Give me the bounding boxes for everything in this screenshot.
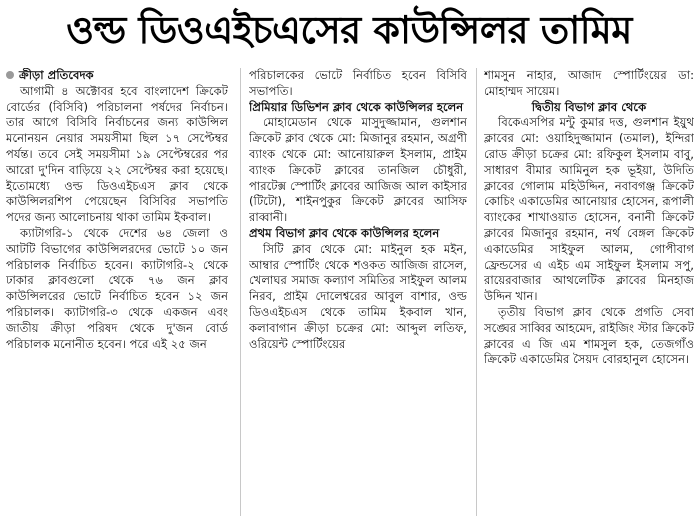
- dateline: [6, 68, 228, 84]
- subheading: প্রিমিয়ার ডিভিশন ক্লাব থেকে কাউন্সিলর হলেন: [249, 99, 464, 114]
- paragraph: বিকেএসপির মন্টু কুমার দত্ত, গুলশান ইয়ুথ ক্লাবের মো: ওয়াহিদুজ্জামান (তমাল), ইন্দিরা রোড ক্রীড়া চক্রের মো: রফিকুল ইসলাম বাবু, সাধারণ বীমার আমিনুল হক ভূইয়া, উদিতি ক্লাবের গোলাম মহিউদ্দিন, নবাবগঞ্জ ক্রিকেট কোচিং একাডেমির আনোয়ার হোসেন, রূপালী ব্যাংকের শাখাওয়াত হোসেন, বনানী ক্রিকেট ক্লাবের মিজানুর রহমান, নর্থ বেঙ্গল ক্রিকেট একাডেমির সাইফুল আলম, গোপীবাগ ফ্রেন্ডসের এ এইচ এম সাইফুল ইসলাম সপু, রায়েরবাজার আথলেটিক ক্লাবের মিনহাজ উদ্দিন খান।: [484, 115, 694, 304]
- article-body: [6, 68, 694, 516]
- bullet-icon: [6, 71, 14, 79]
- headline: ওল্ড ডিওএইচএসের কাউন্সিলর তামিম: [66, 8, 632, 52]
- column-divider: [240, 68, 241, 516]
- subheading: দ্বিতীয় বিভাগ ক্লাব থেকে: [531, 99, 647, 114]
- column-divider: [476, 68, 477, 516]
- paragraph: শামসুন নাহার, আজাদ স্পোর্টিংয়ের ডা: মোহাম্মদ সায়েম।: [484, 68, 694, 98]
- paragraph: আগামী ৪ অক্টোবর হবে বাংলাদেশ ক্রিকেট বোর্ডের (বিসিবি) পরিচালনা পর্ষদের নির্বাচন। তার আগে বিসিবি নির্বাচনের জন্য কাউন্সিল মনোনয়ন নেয়ার সময়সীমা ছিল ১৭ সেপ্টেম্বর পর্যন্ত। তবে সেই সময়সীমা ১৯ সেপ্টেম্বরের পর আরো দু'দিন বাড়িয়ে ২২ সেপ্টেম্বর করা হয়েছে। ইতোমধ্যে ওল্ড ডিওএইচএস ক্লাব থেকে কাউন্সিলরশিপ পেয়েছেন বিসিবির সভাপতি পদের জন্য আলোচনায় থাকা তামিম ইকবাল।: [6, 83, 228, 225]
- paragraph: পরিচালকের ভোটে নির্বাচিত হবেন বিসিবি সভাপতি।: [249, 68, 467, 98]
- subheading: প্রথম বিভাগ ক্লাব থেকে কাউন্সিলর হলেন: [249, 225, 440, 240]
- paragraph: ক্যাটাগরি-১ থেকে দেশের ৬৪ জেলা ও আটটি বিভাগের কাউন্সিলরদের ভোটে ১০ জন পরিচালক নির্বাচিত হবেন। ক্যাটাগরি-২ থেকে ঢাকার ক্লাবগুলো থেকে ৭৬ জন ক্লাব কাউন্সিলরের ভোটে নির্বাচিত হবেন ১২ জন পরিচালক। ক্যাটাগরি-৩ থেকে একজন এবং জাতীয় ক্রীড়া পরিষদ থেকে দু'জন বোর্ড পরিচালক মনোনীত হবেন। পরে এই ২৫ জন: [6, 225, 228, 351]
- column-3: [484, 68, 694, 516]
- paragraph: তৃতীয় বিভাগ ক্লাব থেকে প্রগতি সেবা সঙ্ঘের সাব্বির আহমেদ, রাইজিং স্টার ক্রিকেট ক্লাবের এ জি এম শামসুল হক, তেজগাঁও ক্রিকেট একাডেমির সৈয়দ বোরহানুল হোসেন।: [484, 304, 694, 367]
- paragraph: সিটি ক্লাব থেকে মো: মাইনুল হক মইন, আম্বার স্পোর্টিং থেকে শওকত আজিজ রাসেল, খেলাঘর সমাজ কল্যাণ সমিতির সাইফুল আলম নিরব, প্রাইম দোলেশ্বরের আবুল বাশার, ওল্ড ডিওএইচএস থেকে তামিম ইকবাল খান, কলাবাগান ক্রীড়া চক্রের মো: আব্দুল লতিফ, ওরিয়েন্ট স্পোর্টিংয়ের: [249, 241, 467, 351]
- column-2: [249, 68, 467, 516]
- column-1: [6, 68, 228, 516]
- dateline-text: ক্রীড়া প্রতিবেদক: [19, 68, 94, 82]
- paragraph: মোহামেডান থেকে মাসুদুজ্জামান, গুলশান ক্রিকেট ক্লাব থেকে মো: মিজানুর রহমান, অগ্রণী ব্যাংক থেকে মো: আনোয়ারুল ইসলাম, প্রাইম ব্যাংক ক্রিকেট ক্লাবের তানজিল চৌধুরী, পারটেক্স স্পোর্টিং ক্লাবের আজিজ আল কাইসার (টিটো), শাইনপুকুর ক্রিকেট ক্লাবের আসিফ রাব্বানী।: [249, 115, 467, 225]
